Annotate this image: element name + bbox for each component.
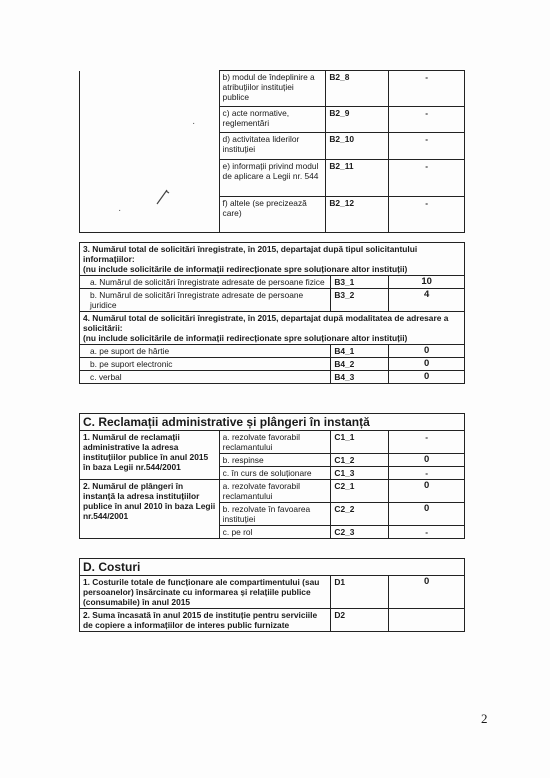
row-value: 0 bbox=[389, 345, 465, 358]
section-d-title: D. Costuri bbox=[80, 559, 465, 576]
row-label: b. respinse bbox=[219, 454, 331, 467]
row-code: C2_3 bbox=[331, 526, 389, 539]
row-value: 4 bbox=[389, 289, 465, 312]
row-value: 0 bbox=[389, 454, 465, 467]
table-sections-3-4 bbox=[79, 242, 465, 384]
section3-note: (nu include solicitările de informații redirecționate spre soluționare altor instituții) bbox=[83, 264, 408, 274]
section3-title-b: tipul solicitantului bbox=[345, 244, 418, 254]
row-code: B2_8 bbox=[326, 71, 389, 107]
row-code: B4_2 bbox=[331, 358, 389, 371]
table-section-c bbox=[79, 413, 465, 539]
group1-label: 1. Numărul de reclamații administrative la adresa instituțiilor publice în anul 2015 în baza Legii nr.544/2001 bbox=[80, 431, 220, 480]
row-value: - bbox=[389, 197, 465, 233]
row-label: c. verbal bbox=[80, 371, 331, 384]
row-value: - bbox=[389, 133, 465, 160]
row-label: a. pe suport de hârtie bbox=[80, 345, 331, 358]
row-code: C1_3 bbox=[331, 467, 389, 480]
pen-mark bbox=[155, 186, 171, 206]
row-label: b. Numărul de solicitări înregistrate adresate de persoane juridice bbox=[80, 289, 331, 312]
row-label: c. în curs de soluționare bbox=[219, 467, 331, 480]
row-code: C1_2 bbox=[331, 454, 389, 467]
row-code: B3_1 bbox=[331, 276, 389, 289]
row-label: e) informații privind modul de aplicare a Legii nr. 544 bbox=[219, 160, 326, 197]
row-label: d) activitatea liderilor instituției bbox=[219, 133, 326, 160]
row-value: 0 bbox=[389, 371, 465, 384]
table-b2-continued bbox=[79, 70, 465, 233]
section4-title: 4. Numărul total de solicitări înregistrate, în 2015, departajat după modalitatea de adresare a solicitării: bbox=[83, 313, 449, 333]
row-code: B2_12 bbox=[326, 197, 389, 233]
section-c-title: C. Reclamații administrative și plângeri în instanță bbox=[80, 414, 465, 431]
row-value: 0 bbox=[389, 358, 465, 371]
table-section-d bbox=[79, 558, 465, 632]
row-value: 0 bbox=[389, 480, 465, 503]
row-value: - bbox=[389, 71, 465, 107]
row-value bbox=[389, 609, 465, 632]
section3-title-c: informațiilor: bbox=[83, 254, 135, 264]
dot-mark: · bbox=[118, 205, 122, 216]
row-label: a. rezolvate favorabil reclamantului bbox=[219, 431, 331, 454]
row-code: B2_11 bbox=[326, 160, 389, 197]
row-value: - bbox=[389, 526, 465, 539]
row-code: B4_3 bbox=[331, 371, 389, 384]
section4-note: (nu include solicitările de informații redirecționate spre soluționare altor instituții) bbox=[83, 333, 408, 343]
row-code: D1 bbox=[331, 576, 389, 609]
group2-label: 2. Numărul de plângeri în instanță la adresa instituțiilor publice în anul 2010 în baza Legii nr.544/2001 bbox=[80, 480, 220, 539]
row-value: 0 bbox=[389, 503, 465, 526]
row-label: f) altele (se precizează care) bbox=[219, 197, 326, 233]
row-code: C1_1 bbox=[331, 431, 389, 454]
row-code: B4_1 bbox=[331, 345, 389, 358]
row-value: - bbox=[389, 431, 465, 454]
row-label: b. rezolvate în favoarea instituției bbox=[219, 503, 331, 526]
row-value: - bbox=[389, 467, 465, 480]
section3-header bbox=[80, 243, 465, 276]
row-label: a. rezolvate favorabil reclamantului bbox=[219, 480, 331, 503]
row-code: D2 bbox=[331, 609, 389, 632]
row-value: - bbox=[389, 107, 465, 133]
row-code: B2_10 bbox=[326, 133, 389, 160]
row-code: B2_9 bbox=[326, 107, 389, 133]
section3-title-a: 3. Numărul total de solicitări înregistrate, în 2015, departajat după bbox=[83, 244, 346, 254]
row-label: c. pe rol bbox=[219, 526, 331, 539]
page-number: 2 bbox=[481, 711, 488, 726]
row-code: C2_1 bbox=[331, 480, 389, 503]
section4-header bbox=[80, 312, 465, 345]
row-code: C2_2 bbox=[331, 503, 389, 526]
row-label: 2. Suma încasată în anul 2015 de instituție pentru serviciile de copiere a informațiilor de interes public furnizate bbox=[80, 609, 331, 632]
dot-mark: · bbox=[192, 118, 196, 129]
row-label: a. Numărul de solicitări înregistrate adresate de persoane fizice bbox=[80, 276, 331, 289]
row-label: b) modul de îndeplinire a atribuțiilor instituției publice bbox=[219, 71, 326, 107]
row-label: b. pe suport electronic bbox=[80, 358, 331, 371]
row-code: B3_2 bbox=[331, 289, 389, 312]
row-value: - bbox=[389, 160, 465, 197]
row-label: 1. Costurile totale de funcționare ale compartimentului (sau persoanelor) însărcinate cu informarea și relațiile publice (consumabile) în anul 2015 bbox=[80, 576, 331, 609]
row-label: c) acte normative, reglementări bbox=[219, 107, 326, 133]
blank-left-cell bbox=[80, 71, 220, 233]
row-value: 0 bbox=[389, 576, 465, 609]
row-value: 10 bbox=[389, 276, 465, 289]
